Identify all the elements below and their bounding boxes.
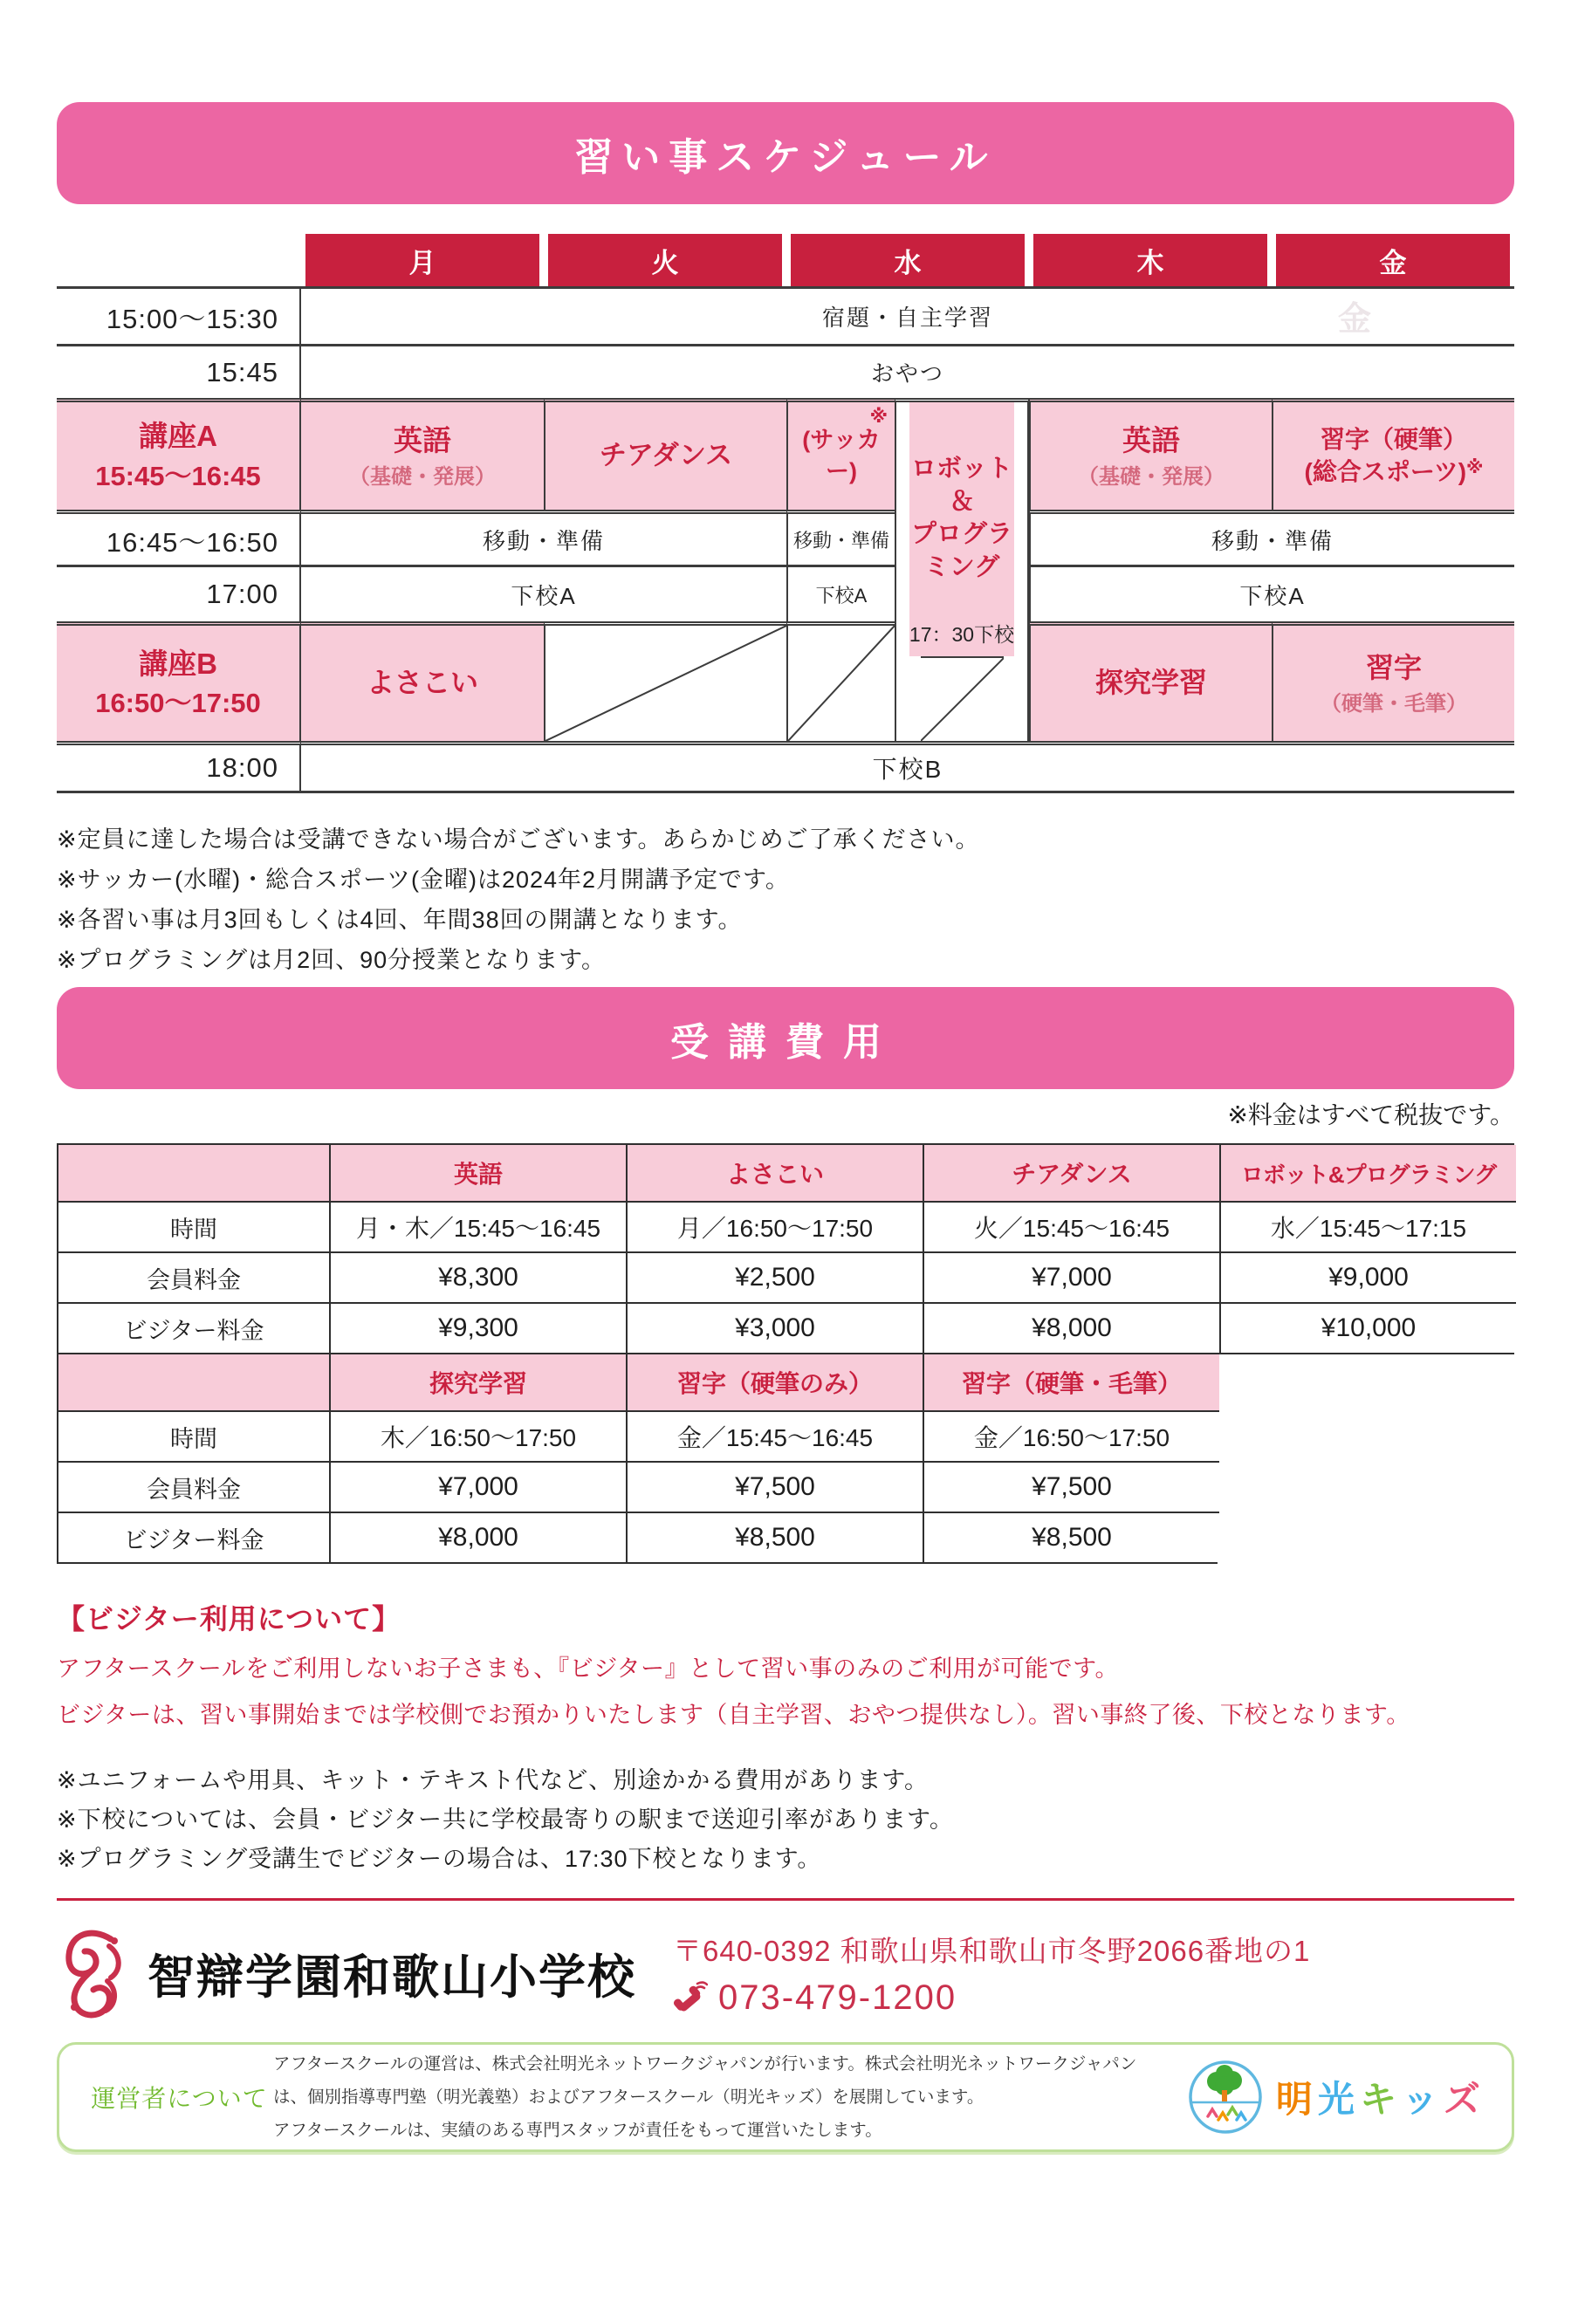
fee1-member-english: ¥8,300 (329, 1251, 626, 1302)
note-line: ※サッカー(水曜)・総合スポーツ(金曜)は2024年2月開講予定です。 (57, 867, 790, 893)
general-notes (57, 1761, 1514, 1879)
fee2-member-inquiry: ¥7,000 (329, 1461, 626, 1512)
day-header-wed: 水 (786, 234, 1029, 286)
fee1-header-robot: ロボット&プログラミング (1219, 1145, 1516, 1201)
cell-move-thu-fri: 移動・準備 (1029, 510, 1514, 565)
day-header-thu: 木 (1029, 234, 1272, 286)
fee1-visitor-english: ¥9,300 (329, 1302, 626, 1353)
cell-tue-cheerdance: チアダンス (544, 398, 786, 510)
visitor-info-line: ビジターは、習い事開始までは学校側でお預かりいたします（自主学習、おやつ提供なし）。習い事終了後、下校となります。 (57, 1702, 1410, 1728)
meiko-kids-logotype: 明光キッズ (1275, 2079, 1485, 2120)
fee1-header-yosakoi: よさこい (626, 1145, 923, 1201)
fee2-member-shuji-brush: ¥7,500 (923, 1461, 1219, 1512)
cell-fri-shuji: 習字（硬筆） (総合スポーツ)※ (1272, 398, 1514, 510)
tax-note: ※料金はすべて税抜です。 (1227, 1101, 1514, 1128)
fee2-visitor-shuji-pen: ¥8,500 (626, 1512, 923, 1562)
cell-mon-yosakoi: よさこい (301, 621, 544, 741)
time-homework: 15:00～15:30 (57, 286, 301, 344)
ghost-watermark-fri: 金 (1338, 301, 1372, 338)
diagonal-line (788, 626, 895, 741)
cell-snack: おやつ (301, 344, 1514, 398)
fee2-visitor-shuji-brush: ¥8,500 (923, 1512, 1219, 1562)
fee2-header-shuji-pen: 習字（硬筆のみ） (626, 1354, 923, 1410)
meiko-kids-logo (1187, 2059, 1485, 2135)
fee-row-label-visitor: ビジター料金 (58, 1512, 329, 1562)
visitor-info-section (57, 1597, 1514, 1730)
cell-dismissal-a-thu-fri: 下校A (1029, 565, 1514, 621)
fee2-header-inquiry: 探究学習 (329, 1354, 626, 1410)
schedule-title: 習い事スケジュール (574, 135, 997, 179)
operator-description: アフタースクールの運営は、株式会社明光ネットワークジャパンが行います。株式会社明光ネットワークジャパンは、個別指導専門塾（明光義塾）およびアフタースクール（明光キッズ）を展開しています。 アフタースクールは、実績のある専門スタッフが責任をもって運営いたします。 (273, 2053, 1137, 2140)
footer-divider (57, 1898, 1514, 1901)
note-line: ※プログラミングは月2回、90分授業となります。 (57, 947, 606, 973)
cell-move-mon-tue: 移動・準備 (301, 510, 786, 565)
schedule-notes (57, 819, 1514, 980)
cell-dismissal-b: 下校B (301, 741, 1514, 793)
cell-fri-shuji-b: 習字 （硬筆・毛筆） (1272, 621, 1514, 741)
cell-mon-english: 英語 （基礎・発展） (301, 398, 544, 510)
fee1-visitor-cheer: ¥8,000 (923, 1302, 1219, 1353)
fee2-visitor-inquiry: ¥8,000 (329, 1512, 626, 1562)
fee2-header-shuji-brush: 習字（硬筆・毛筆） (923, 1354, 1219, 1410)
fee-row-label-member: 会員料金 (58, 1461, 329, 1512)
visitor-info-heading: 【ビジター利用について】 (57, 1603, 401, 1635)
fee-row-label-time: 時間 (58, 1410, 329, 1461)
note-line: ※定員に達した場合は受講できない場合がございます。あらかじめご了承ください。 (57, 826, 980, 853)
visitor-info-line: アフタースクールをご利用しないお子さまも、『ビジター』として習い事のみのご利用が可能です。 (57, 1656, 1119, 1682)
fee1-time-english: 月・木／15:45～16:45 (329, 1201, 626, 1251)
cell-wed-empty (786, 621, 895, 741)
fee1-visitor-robot: ¥10,000 (1219, 1302, 1516, 1353)
fee-table-1 (57, 1143, 1514, 1354)
operator-info-box (57, 2042, 1514, 2152)
lesson-a-time: 15:45～16:45 (95, 460, 261, 491)
cell-tue-empty (544, 621, 786, 741)
note-line: ※プログラミング受講生でビジターの場合は、17:30下校となります。 (57, 1846, 822, 1872)
meiko-kids-tree-icon (1187, 2059, 1264, 2135)
fee-row-label-time: 時間 (58, 1201, 329, 1251)
note-line: ※ユニフォームや用具、キット・テキスト代など、別途かかる費用があります。 (57, 1767, 930, 1793)
lesson-b-label: 講座B (139, 647, 217, 680)
fee2-time-shuji-pen: 金／15:45～16:45 (626, 1410, 923, 1461)
fee-row-label-visitor: ビジター料金 (58, 1302, 329, 1353)
fees-title-banner (57, 987, 1514, 1089)
note-line: ※下校については、会員・ビジター共に学校最寄りの駅まで送迎引率があります。 (57, 1806, 954, 1833)
school-crest-icon (57, 1925, 134, 2021)
fee1-member-yosakoi: ¥2,500 (626, 1251, 923, 1302)
diagonal-line (545, 626, 786, 741)
fee1-header-cheer: チアダンス (923, 1145, 1219, 1201)
sports-asterisk: ※ (1466, 457, 1484, 477)
school-name: 智辯学園和歌山小学校 (147, 1950, 636, 2004)
fee1-header-english: 英語 (329, 1145, 626, 1201)
time-lesson-a (57, 398, 301, 510)
cell-homework: 宿題・自主学習 (301, 286, 1514, 344)
cell-wed-soccer: ※ (サッカー) (786, 398, 895, 510)
fee1-time-cheer: 火／15:45～16:45 (923, 1201, 1219, 1251)
cell-thu-english: 英語 （基礎・発展） (1029, 398, 1272, 510)
fee1-member-cheer: ¥7,000 (923, 1251, 1219, 1302)
fee1-time-yosakoi: 月／16:50～17:50 (626, 1201, 923, 1251)
schedule-corner-cell (57, 234, 301, 286)
time-lesson-b (57, 621, 301, 741)
day-header-mon: 月 (301, 234, 544, 286)
cell-wed-robot-programming: ロボット ＆ プログラ ミング 17：30下校 (895, 398, 1029, 741)
robot-dismissal-time: 17：30下校 (909, 623, 1015, 646)
time-dismissal-a: 17:00 (57, 565, 301, 621)
fee2-time-shuji-brush: 金／16:50～17:50 (923, 1410, 1219, 1461)
cell-move-wed: 移動・準備 (786, 510, 895, 565)
school-identity (57, 1925, 636, 2021)
contact-block (673, 1929, 1310, 2018)
lesson-a-label: 講座A (139, 420, 217, 453)
fee-table-2 (57, 1354, 1218, 1564)
fee-row-label-member: 会員料金 (58, 1251, 329, 1302)
fee1-visitor-yosakoi: ¥3,000 (626, 1302, 923, 1353)
diagonal-line (921, 658, 1004, 741)
schedule-table (57, 234, 1514, 793)
fees-title: 受講費用 (670, 1020, 901, 1064)
time-dismissal-b: 18:00 (57, 741, 301, 793)
fee2-time-inquiry: 木／16:50～17:50 (329, 1410, 626, 1461)
cell-dismissal-a-mon-tue: 下校A (301, 565, 786, 621)
fee2-corner (58, 1354, 329, 1410)
day-header-tue: 火 (544, 234, 786, 286)
day-header-fri: 金 (1272, 234, 1514, 286)
fee2-member-shuji-pen: ¥7,500 (626, 1461, 923, 1512)
footer (57, 1925, 1514, 2021)
cell-dismissal-a-wed: 下校A (786, 565, 895, 621)
fee1-corner (58, 1145, 329, 1201)
fee-tables (57, 1143, 1514, 1564)
schedule-title-banner (57, 102, 1514, 204)
phone-icon (673, 1981, 708, 2016)
robot-empty-slot (921, 656, 1004, 741)
school-address: 〒640-0392 和歌山県和歌山市冬野2066番地の1 (673, 1935, 1311, 1967)
soccer-asterisk: ※ (869, 407, 888, 427)
cell-thu-inquiry: 探究学習 (1029, 621, 1272, 741)
operator-label: 運営者について (91, 2085, 268, 2112)
fee1-member-robot: ¥9,000 (1219, 1251, 1516, 1302)
time-snack: 15:45 (57, 344, 301, 398)
time-move: 16:45～16:50 (57, 510, 301, 565)
school-phone: 073-479-1200 (718, 1978, 957, 2017)
note-line: ※各習い事は月3回もしくは4回、年間38回の開講となります。 (57, 907, 743, 933)
fee1-time-robot: 水／15:45～17:15 (1219, 1201, 1516, 1251)
lesson-b-time: 16:50～17:50 (95, 688, 261, 719)
